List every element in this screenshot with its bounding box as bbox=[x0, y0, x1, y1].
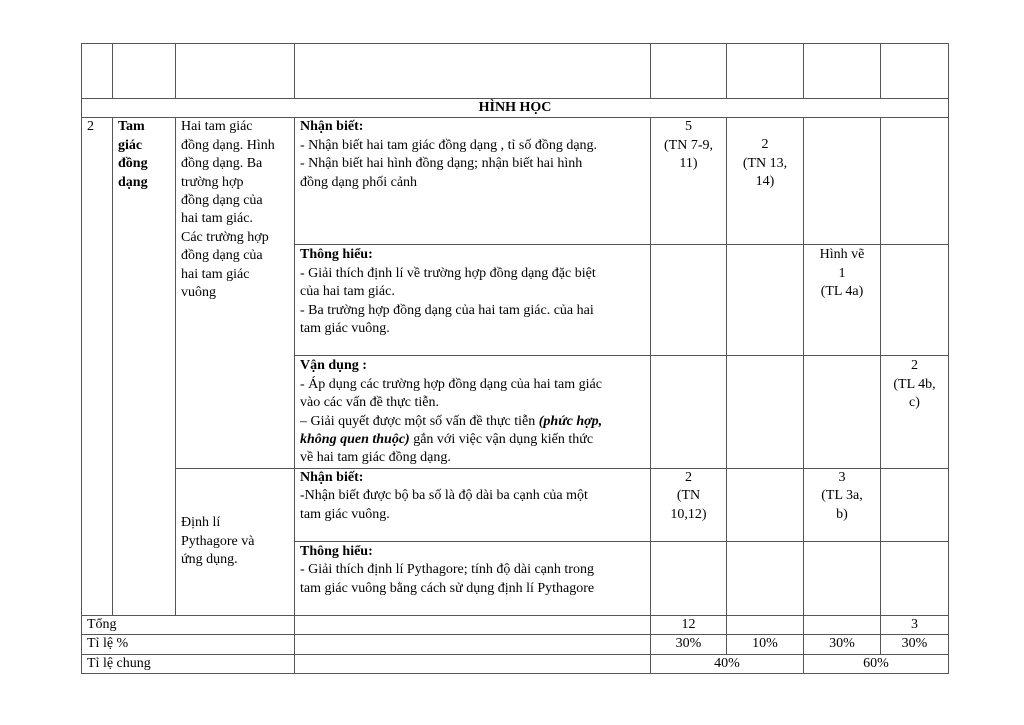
row-nb1 bbox=[82, 118, 949, 245]
th1-col3: Hình vẽ 1 (TL 4a) bbox=[804, 245, 881, 356]
topic-cell: Tam giác đồng dạng bbox=[113, 118, 176, 615]
overall-ratio-row bbox=[82, 654, 949, 673]
level-vd1: Vận dụng : - Áp dụng các trường hợp đồng dạng của hai tam giác vào các vấn đề thực tiễn. – Giải quyết được một số vấn đề thực tiễn (phức hợp, không quen thuộc) gắn với việc vận dụng kiến thức về hai tam giác đồng dạng. bbox=[295, 356, 651, 468]
nb1-col1: 5 (TN 7-9, 11) bbox=[651, 118, 727, 245]
overall-ratio-1: 40% bbox=[651, 654, 804, 673]
unit-cell-pythagore: Định lí Pythagore và ứng dụng. bbox=[176, 468, 295, 615]
ratio-col4: 30% bbox=[881, 635, 949, 654]
ratio-row bbox=[82, 635, 949, 654]
section-title: HÌNH HỌC bbox=[82, 99, 949, 118]
row-nb2 bbox=[82, 468, 949, 541]
total-col1: 12 bbox=[651, 615, 727, 634]
assessment-matrix-table bbox=[81, 43, 949, 674]
ratio-label: Tỉ lệ % bbox=[82, 635, 295, 654]
level-nb1: Nhận biết: - Nhận biết hai tam giác đồng dạng , tỉ số đồng dạng. - Nhận biết hai hình đồng dạng; nhận biết hai hình đồng dạng phối cảnh bbox=[295, 118, 651, 245]
vd1-col4: 2 (TL 4b, c) bbox=[881, 356, 949, 468]
nb2-col3: 3 (TL 3a, b) bbox=[804, 468, 881, 541]
level-nb2: Nhận biết: -Nhận biết được bộ ba số là độ dài ba cạnh của một tam giác vuông. bbox=[295, 468, 651, 541]
ratio-col1: 30% bbox=[651, 635, 727, 654]
overall-ratio-label: Tỉ lệ chung bbox=[82, 654, 295, 673]
nb2-col1: 2 (TN 10,12) bbox=[651, 468, 727, 541]
ratio-col2: 10% bbox=[727, 635, 804, 654]
total-col4: 3 bbox=[881, 615, 949, 634]
empty-header-row bbox=[82, 44, 949, 99]
level-th2: Thông hiểu: - Giải thích định lí Pythagore; tính độ dài cạnh trong tam giác vuông bằng cách sử dụng định lí Pythagore bbox=[295, 541, 651, 615]
unit-cell-similar-triangles: Hai tam giác đồng dạng. Hình đồng dạng. Ba trường hợp đồng dạng của hai tam giác. Các trường hợp đồng dạng của hai tam giác vuông bbox=[176, 118, 295, 468]
level-th1: Thông hiểu: - Giải thích định lí về trường hợp đồng dạng đặc biệt của hai tam giác. - Ba trường hợp đồng dạng của hai tam giác. của hai tam giác vuông. bbox=[295, 245, 651, 356]
total-label: Tổng bbox=[82, 615, 295, 634]
section-row bbox=[82, 99, 949, 118]
row-number: 2 bbox=[82, 118, 113, 615]
total-row bbox=[82, 615, 949, 634]
nb1-col2: 2 (TN 13, 14) bbox=[727, 118, 804, 245]
ratio-col3: 30% bbox=[804, 635, 881, 654]
overall-ratio-2: 60% bbox=[804, 654, 949, 673]
